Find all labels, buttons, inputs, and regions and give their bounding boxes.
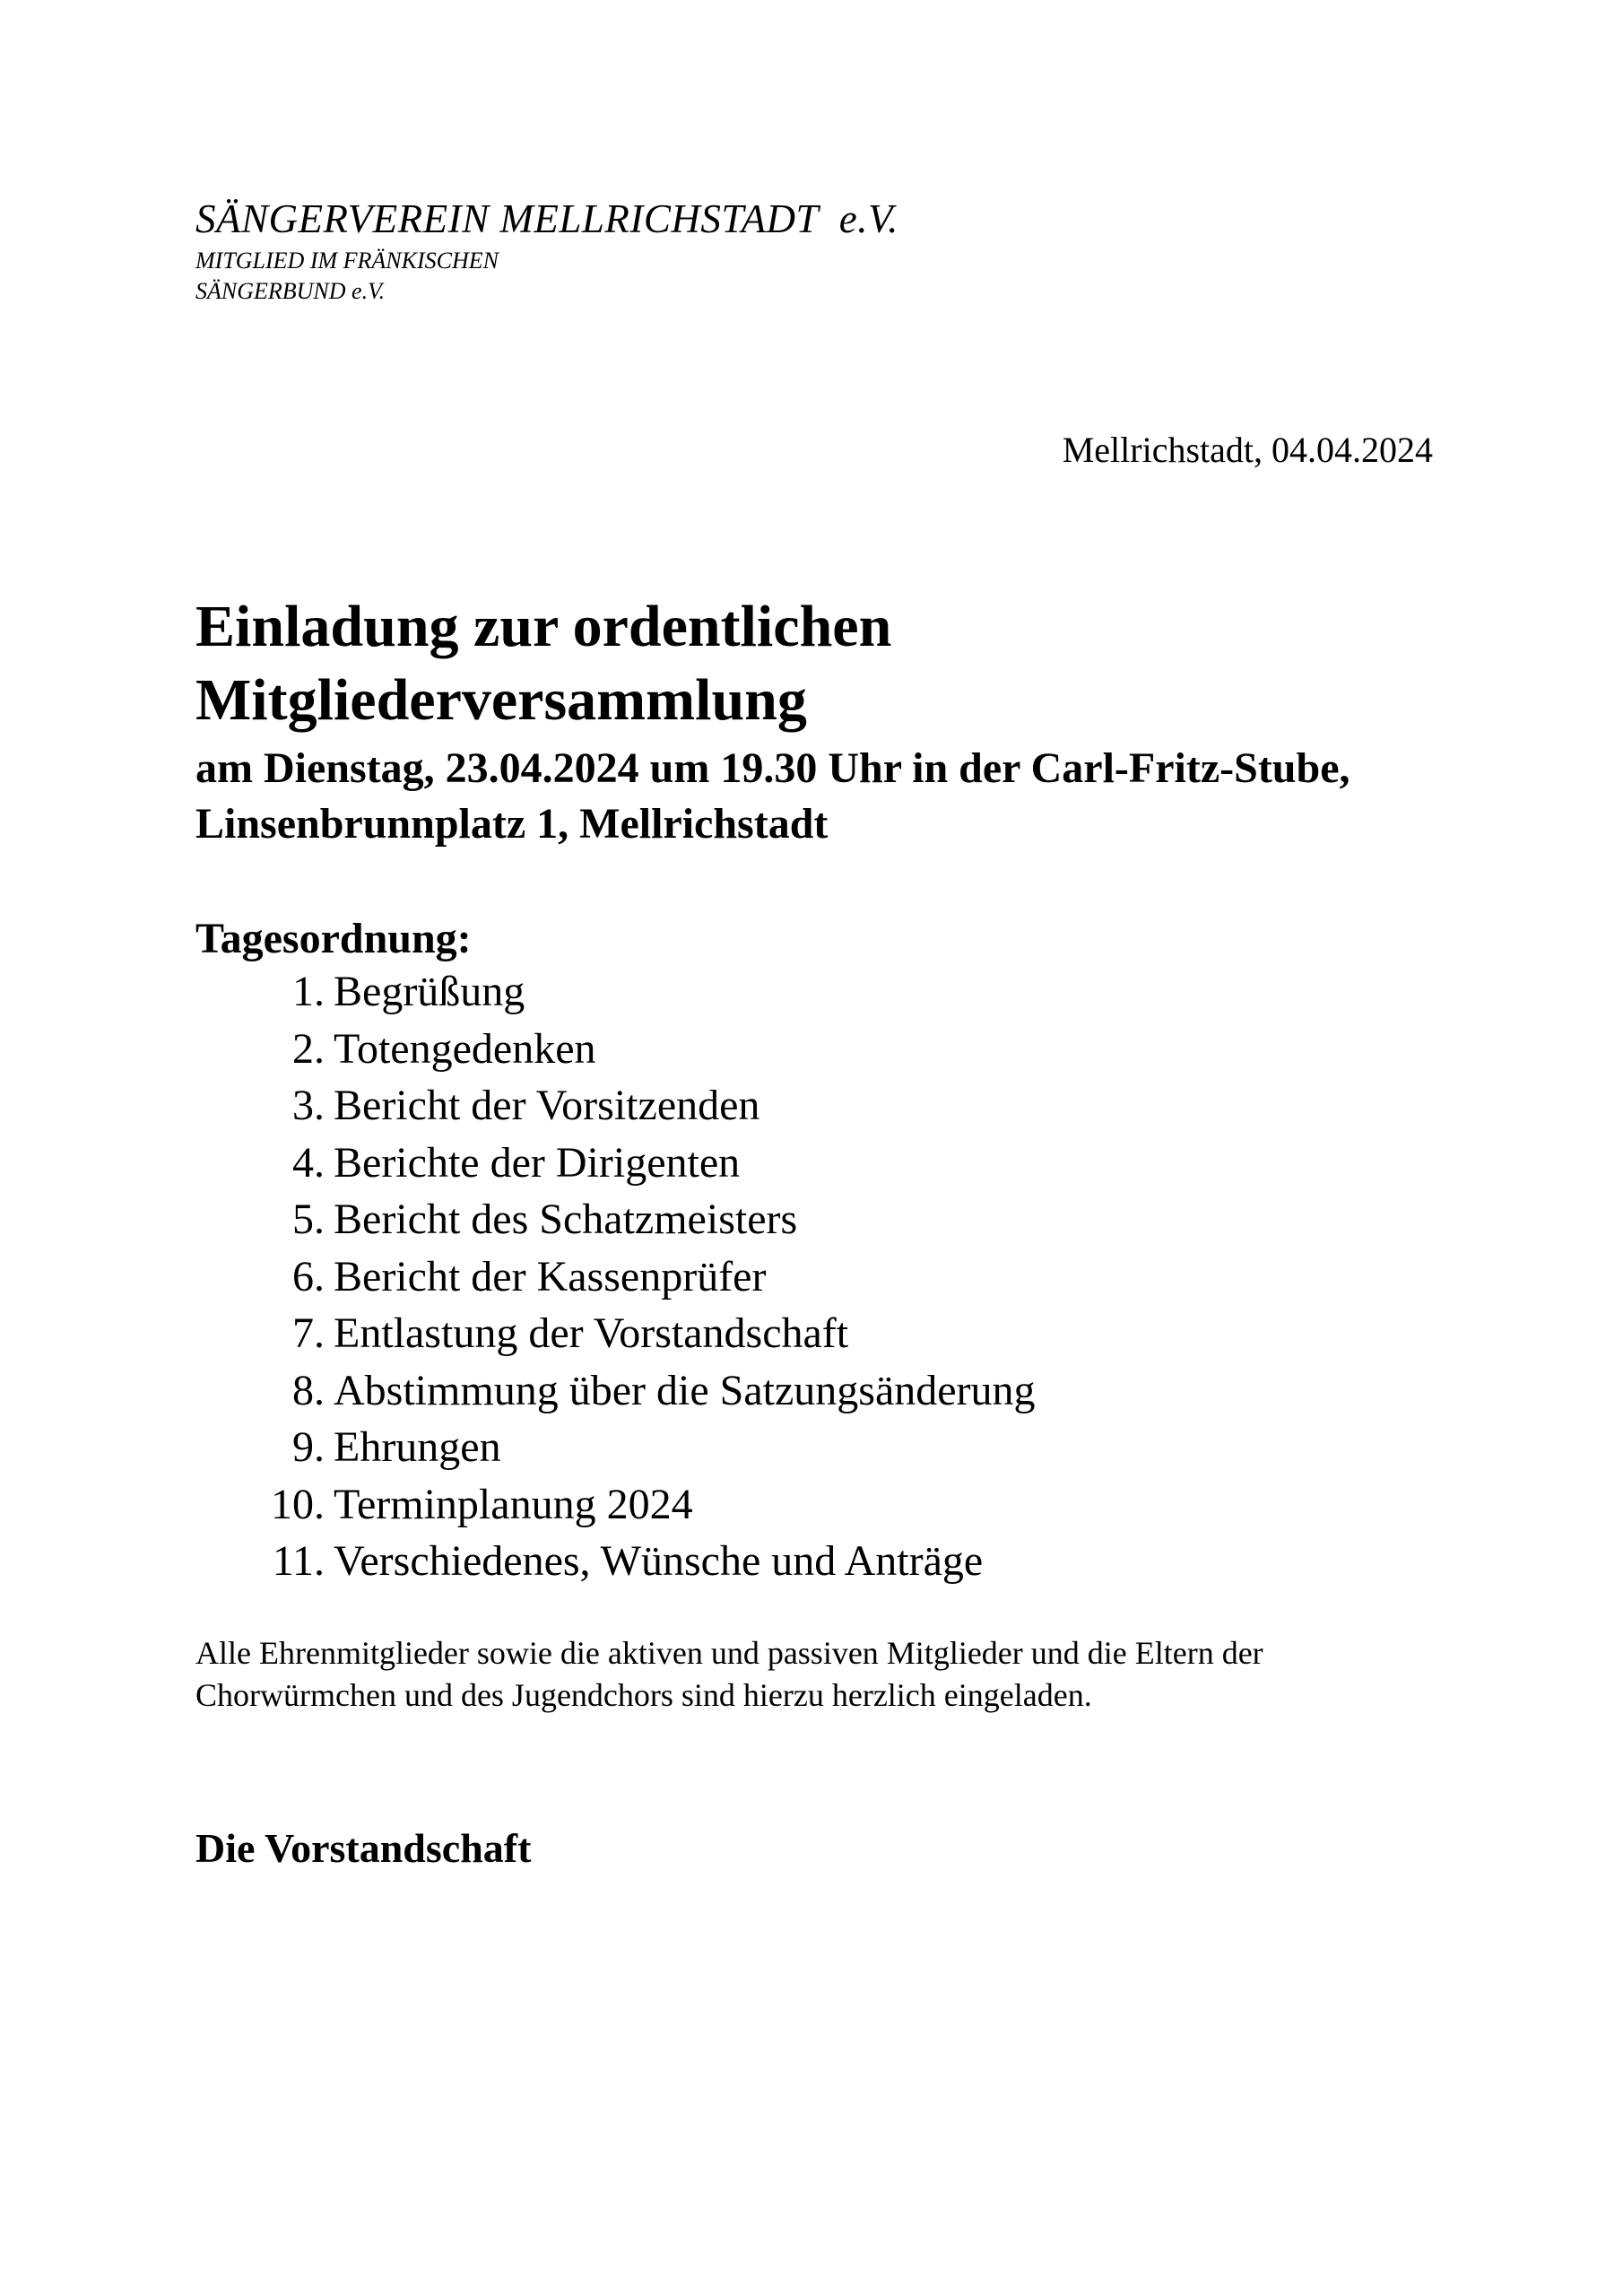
agenda-item <box>195 1419 1036 1476</box>
agenda-item <box>195 1135 1036 1192</box>
agenda-item-text: Entlastung der Vorstandschaft <box>334 1309 849 1357</box>
membership-line-1: MITGLIED IM FRÄNKISCHEN <box>195 248 499 274</box>
title-line-1: Einladung zur ordentlichen <box>195 594 892 659</box>
agenda-item-number: 2. <box>292 1024 325 1073</box>
agenda-item-number: 3. <box>292 1082 325 1129</box>
agenda-list <box>195 963 1036 1590</box>
membership-line-2: SÄNGERBUND e.V. <box>195 278 386 304</box>
agenda-item-number: 11. <box>272 1537 325 1585</box>
agenda-item <box>195 1077 1036 1135</box>
agenda-item-number: 9. <box>292 1423 325 1471</box>
agenda-item-text: Terminplanung 2024 <box>334 1480 693 1528</box>
agenda-item-text: Bericht der Vorsitzenden <box>334 1082 760 1129</box>
agenda-item <box>195 1476 1036 1534</box>
invitation-paragraph: Alle Ehrenmitglieder sowie die aktiven und passiven Mitglieder und die Eltern der Chorwürmchen und des Jugendchors sind hierzu herzlich eingeladen. <box>195 1635 1263 1713</box>
agenda-item-text: Bericht des Schatzmeisters <box>334 1196 798 1243</box>
title-line-2: Mitgliederversammlung <box>195 667 807 733</box>
agenda-item <box>195 1362 1036 1420</box>
place-and-date: Mellrichstadt, 04.04.2024 <box>1062 430 1433 470</box>
agenda-item-number: 4. <box>292 1138 325 1187</box>
agenda-item-text: Bericht der Kassenprüfer <box>334 1252 767 1300</box>
agenda-item <box>195 1021 1036 1078</box>
letterhead <box>195 196 898 307</box>
meeting-details: am Dienstag, 23.04.2024 um 19.30 Uhr in der Carl-Fritz-Stube, Linsenbrunnplatz 1, Mellrichstadt <box>195 744 1350 848</box>
agenda-item-text: Begrüßung <box>334 968 525 1015</box>
agenda-item <box>195 1305 1036 1362</box>
agenda-item <box>195 1533 1036 1590</box>
agenda-item <box>195 1191 1036 1248</box>
agenda-item-number: 8. <box>292 1366 325 1414</box>
organization-name: SÄNGERVEREIN MELLRICHSTADT e.V. <box>195 196 898 241</box>
agenda-item-number: 7. <box>292 1309 325 1357</box>
agenda-item-text: Abstimmung über die Satzungsänderung <box>334 1366 1036 1414</box>
agenda-item-number: 1. <box>292 968 325 1015</box>
agenda-heading: Tagesordnung: <box>195 915 472 962</box>
document-title <box>195 590 891 737</box>
agenda-item-number: 10. <box>271 1480 325 1528</box>
signature: Die Vorstandschaft <box>195 1825 532 1871</box>
agenda-item-text: Berichte der Dirigenten <box>334 1138 741 1187</box>
agenda-item <box>195 1248 1036 1306</box>
agenda-item-number: 5. <box>292 1196 325 1243</box>
agenda-item <box>195 963 1036 1021</box>
agenda-item-text: Totengedenken <box>334 1024 596 1073</box>
agenda-item-number: 6. <box>292 1252 325 1300</box>
agenda-item-text: Verschiedenes, Wünsche und Anträge <box>334 1537 984 1585</box>
agenda-item-text: Ehrungen <box>334 1423 501 1471</box>
